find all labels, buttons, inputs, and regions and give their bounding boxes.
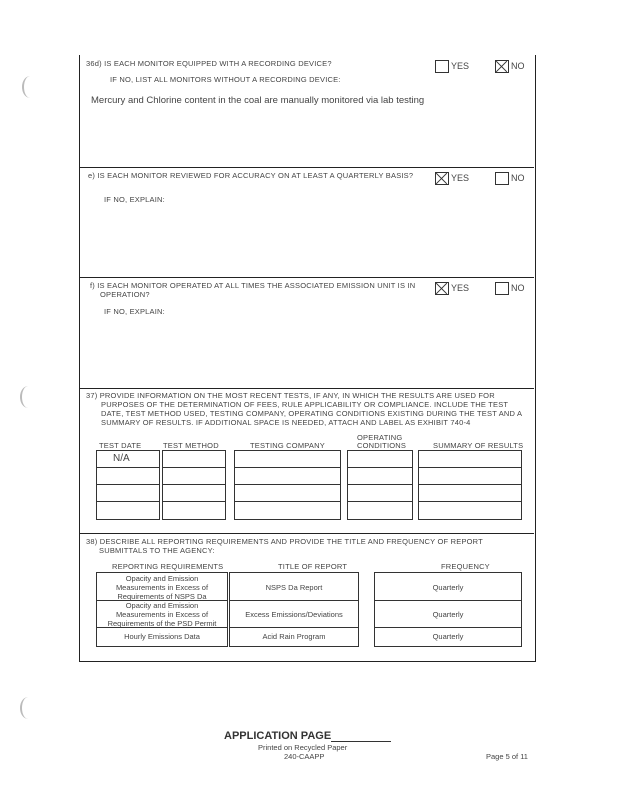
divider (79, 533, 534, 534)
col-header-test-date: TEST DATE (99, 441, 142, 450)
title-2: Excess Emissions/Deviations (245, 610, 343, 619)
col-header-title-of-report: TITLE OF REPORT (278, 562, 348, 571)
q36e-no-checkbox[interactable] (495, 172, 509, 185)
req-3-line1: Hourly Emissions Data (124, 632, 200, 641)
req-2-line2: Measurements in Excess of (115, 610, 209, 619)
req-1-line2: Measurements in Excess of (115, 583, 209, 592)
footer-underline (331, 741, 391, 742)
q37-text-line1: 37) PROVIDE INFORMATION ON THE MOST RECENT TESTS, IF ANY, IN WHICH THE RESULTS ARE USED FOR (86, 391, 495, 400)
footer-form-code: 240-CAAPP (284, 752, 325, 761)
q36f-no-label: NO (511, 283, 525, 293)
col-header-frequency: FREQUENCY (441, 562, 490, 571)
binder-hole-mark (20, 697, 36, 719)
col-header-operating-2: CONDITIONS (357, 441, 407, 450)
summary-column[interactable] (418, 450, 522, 520)
q36d-yes-label: YES (451, 61, 470, 71)
q36d-response[interactable]: Mercury and Chlorine content in the coal are manually monitored via lab testing (91, 95, 425, 106)
footer-title: APPLICATION PAGE (224, 730, 332, 742)
frequency-2: Quarterly (432, 610, 464, 619)
binder-hole-mark (22, 76, 38, 98)
q36d-instruction: IF NO, LIST ALL MONITORS WITHOUT A RECORDING DEVICE: (110, 75, 341, 84)
q36e-no-label: NO (511, 173, 525, 183)
req-1-line3: Requirements of NSPS Da (117, 592, 207, 601)
title-3: Acid Rain Program (262, 632, 326, 641)
q36e-yes-checkbox[interactable] (435, 172, 449, 185)
binder-hole-mark (20, 386, 36, 408)
q36e-question: e) IS EACH MONITOR REVIEWED FOR ACCURACY ON AT LEAST A QUARTERLY BASIS? (88, 171, 414, 180)
report-title-column[interactable] (229, 572, 359, 647)
q37-text-line3: DATE, TEST METHOD USED, TESTING COMPANY, OPERATING CONDITIONS EXISTING DURING THE TEST AND A (101, 409, 523, 418)
q38-text-line1: 38) DESCRIBE ALL REPORTING REQUIREMENTS AND PROVIDE THE TITLE AND FREQUENCY OF REPORT (86, 537, 483, 546)
test-method-column[interactable] (162, 450, 226, 520)
q37-text-line2: PURPOSES OF THE DETERMINATION OF FEES, RULE APPLICABILITY OR COMPLIANCE. INCLUDE THE TEST (101, 400, 509, 409)
col-header-summary: SUMMARY OF RESULTS (433, 441, 524, 450)
q36f-no-checkbox[interactable] (495, 282, 509, 295)
req-2-line3: Requirements of the PSD Permit (107, 619, 217, 628)
testing-company-column[interactable] (234, 450, 341, 520)
divider (79, 277, 534, 278)
q36f-yes-label: YES (451, 283, 470, 293)
q36d-yes-checkbox[interactable] (435, 60, 449, 73)
footer-recycled: Printed on Recycled Paper (258, 743, 348, 752)
col-header-testing-company: TESTING COMPANY (250, 441, 325, 450)
frequency-1: Quarterly (432, 583, 464, 592)
divider (79, 167, 534, 168)
col-header-test-method: TEST METHOD (163, 441, 219, 450)
col-header-operating-1: OPERATING (357, 433, 403, 442)
req-2-line1: Opacity and Emission (125, 601, 199, 610)
col-header-reporting-requirements: REPORTING REQUIREMENTS (112, 562, 224, 571)
requirements-column[interactable] (96, 572, 228, 647)
q36d-no-label: NO (511, 61, 525, 71)
q36d-no-checkbox[interactable] (495, 60, 509, 73)
q38-text-line2: SUBMITTALS TO THE AGENCY: (99, 546, 215, 555)
frequency-3: Quarterly (432, 632, 464, 641)
req-1-line1: Opacity and Emission (125, 574, 199, 583)
q36f-instruction: IF NO, EXPLAIN: (104, 307, 165, 316)
title-1: NSPS Da Report (265, 583, 323, 592)
q36f-question-line1: f) IS EACH MONITOR OPERATED AT ALL TIMES THE ASSOCIATED EMISSION UNIT IS IN (90, 281, 416, 290)
frequency-column[interactable] (374, 572, 522, 647)
test-date-column[interactable] (96, 450, 160, 520)
test-date-entry: N/A (113, 453, 130, 464)
q36e-yes-label: YES (451, 173, 470, 183)
footer-page-number: Page 5 of 11 (486, 752, 528, 761)
q36f-yes-checkbox[interactable] (435, 282, 449, 295)
q36f-question-line2: OPERATION? (100, 290, 150, 299)
q37-text-line4: SUMMARY OF RESULTS. IF ADDITIONAL SPACE IS NEEDED, ATTACH AND LABEL AS EXHIBIT 740-4 (101, 418, 471, 427)
divider (79, 388, 534, 389)
q36e-instruction: IF NO, EXPLAIN: (104, 195, 165, 204)
operating-conditions-column[interactable] (347, 450, 413, 520)
q36d-question: 36d) IS EACH MONITOR EQUIPPED WITH A RECORDING DEVICE? (86, 59, 332, 68)
